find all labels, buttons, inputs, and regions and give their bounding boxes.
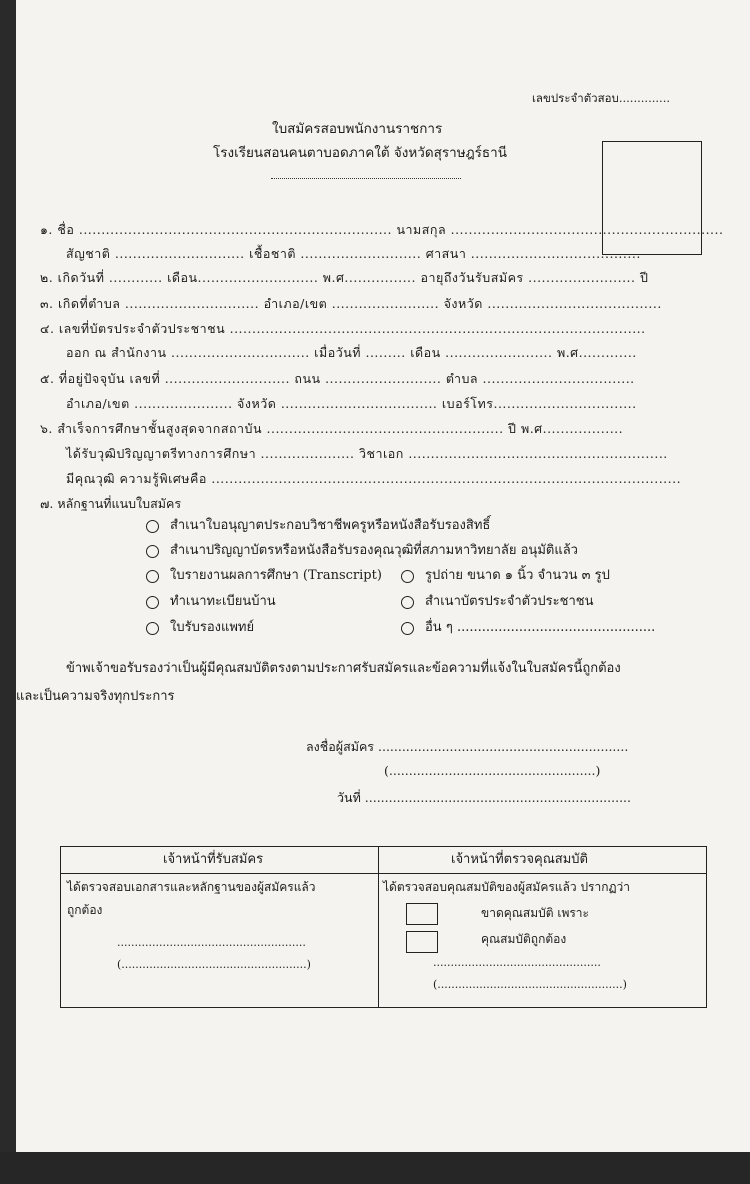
attachments-heading: ๗. หลักฐานที่แนบใบสมัคร [40, 496, 182, 511]
application-form-page [16, 0, 750, 1152]
applicant-name: (....................................................) [384, 763, 601, 778]
attachment-6-checkbox[interactable] [401, 596, 414, 609]
attachment-8-label: อื่น ๆ ................................................ [425, 620, 656, 635]
attachment-2-checkbox[interactable] [146, 545, 159, 558]
school-name: โรงเรียนสอนคนตาบอดภาคใต้ จังหวัดสุราษฎร์ธานี [213, 145, 507, 161]
declaration-line-1: ข้าพเจ้าขอรับรองว่าเป็นผู้มีคุณสมบัติตรงตามประกาศรับสมัครและข้อความที่แจ้งในใบสมัครนี้ถูกต้อง [66, 661, 621, 676]
receiving-signature-line: ...................................................... [117, 936, 306, 949]
declaration-line-2: และเป็นความจริงทุกประการ [16, 689, 175, 704]
attachment-1-label: สำเนาใบอนุญาตประกอบวิชาชีพครูหรือหนังสือรับรองสิทธิ์ [170, 518, 491, 533]
qualification-signature-line: ................................................ [433, 956, 601, 969]
attachment-2-label: สำเนาปริญญาบัตรหรือหนังสือรับรองคุณวุฒิที่สภามหาวิทยาลัย อนุมัติแล้ว [170, 543, 578, 558]
qualification-officer-name: (.....................................................) [433, 978, 627, 991]
form-title: ใบสมัครสอบพนักงานราชการ [272, 121, 443, 137]
attachment-5-label: ทำเนาทะเบียนบ้าน [170, 594, 276, 609]
qualified-checkbox[interactable] [406, 931, 438, 953]
application-date: วันที่ ................................................................... [337, 790, 631, 805]
receiving-officer-name: (.....................................................) [117, 958, 311, 971]
birthplace-row: ๓. เกิดที่ตำบล .............................. อำเภอ/เขต ........................ จังหวัด ....................................... [40, 296, 662, 311]
attachment-3-checkbox[interactable] [146, 570, 159, 583]
title-divider [271, 178, 461, 179]
attachment-8-checkbox[interactable] [401, 622, 414, 635]
attachment-5-checkbox[interactable] [146, 596, 159, 609]
id-issue-row: ออก ณ สำนักงาน ............................... เมื่อวันที่ ......... เดือน ........................ พ.ศ............. [66, 345, 637, 360]
qualified-label: คุณสมบัติถูกต้อง [481, 932, 567, 946]
unqualified-checkbox[interactable] [406, 903, 438, 925]
name-row: ๑. ชื่อ ...................................................................... นามสกุล ............................................................. [40, 222, 724, 237]
bottom-margin-bar [0, 1152, 750, 1184]
special-skill-row: มีคุณวุฒิ ความรู้พิเศษคือ ......................................................................................................... [66, 471, 682, 486]
officials-table [60, 846, 707, 1008]
table-header-divider [61, 873, 706, 874]
attachment-7-checkbox[interactable] [146, 622, 159, 635]
receiving-officer-heading: เจ้าหน้าที่รับสมัคร [163, 852, 264, 867]
qualification-officer-heading: เจ้าหน้าที่ตรวจคุณสมบัติ [451, 852, 588, 867]
receiving-check-text: ได้ตรวจสอบเอกสารและหลักฐานของผู้สมัครแล้ว [67, 880, 316, 894]
nationality-row: สัญชาติ ............................. เชื้อชาติ ........................... ศาสนา ...................................... [66, 246, 641, 261]
degree-row: ได้รับวุฒิปริญญาตรีทางการศึกษา ..................... วิชาเอก .......................................................... [66, 446, 668, 461]
exam-id-field: เลขประจำตัวสอบ.............. [532, 91, 671, 105]
left-margin-bar [0, 0, 16, 1184]
education-row: ๖. สำเร็จการศึกษาชั้นสูงสุดจากสถาบัน ..................................................... ปี พ.ศ.................. [40, 421, 624, 436]
attachment-4-checkbox[interactable] [401, 570, 414, 583]
attachment-4-label: รูปถ่าย ขนาด ๑ นิ้ว จำนวน ๓ รูป [425, 568, 610, 583]
id-card-row: ๔. เลขที่บัตรประจำตัวประชาชน ............................................................................................. [40, 321, 646, 336]
birthdate-row: ๒. เกิดวันที่ ............ เดือน........................... พ.ศ................ อายุถึงวันรับสมัคร ........................ ปี [40, 270, 649, 285]
attachment-3-label: ใบรายงานผลการศึกษา (Transcript) [170, 568, 382, 583]
applicant-signature: ลงชื่อผู้สมัคร ............................................................... [306, 739, 629, 754]
receiving-correct-text: ถูกต้อง [67, 903, 103, 917]
attachment-1-checkbox[interactable] [146, 520, 159, 533]
table-column-divider [378, 847, 379, 1007]
address-district-row: อำเภอ/เขต ...................... จังหวัด ................................... เบอร์โทร................................ [66, 396, 637, 411]
attachment-7-label: ใบรับรองแพทย์ [170, 620, 255, 635]
address-row: ๕. ที่อยู่ปัจจุบัน เลขที่ ............................ ถนน .......................... ตำบล .................................. [40, 371, 635, 386]
attachment-6-label: สำเนาบัตรประจำตัวประชาชน [425, 594, 594, 609]
unqualified-label: ขาดคุณสมบัติ เพราะ [481, 906, 589, 920]
qualification-check-text: ได้ตรวจสอบคุณสมบัติของผู้สมัครแล้ว ปรากฏว่า [383, 880, 631, 894]
